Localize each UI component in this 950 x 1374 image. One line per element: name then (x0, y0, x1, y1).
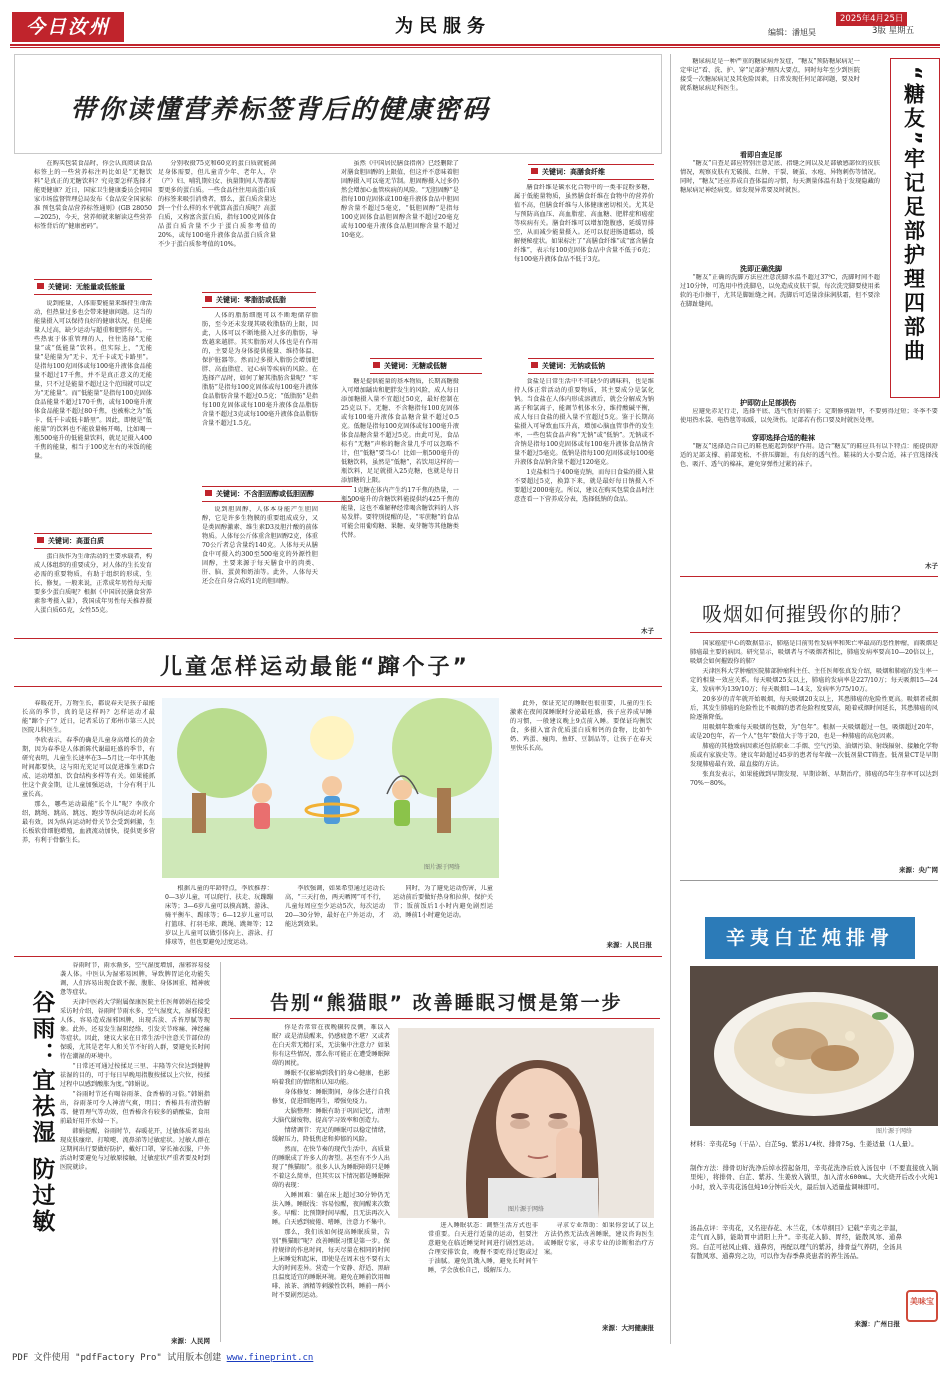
article1-intro-text: 在购买包装食品时，你会认真阅读食品标签上的一些营养标注吗比如是“无糖饮料”是真正的无糖饮料？究竟要怎样选择才能更健康？近日，国家卫生健康委员会同国家市场监督管理总局发布《食品安全国家标准 预包装食品营养标签通则》(GB 28050—2025)，今天，营养师就来解读这些营养标签背后的“健康密码”。 (34, 160, 152, 230)
recipe-stamp: 美味宝 (906, 1290, 938, 1322)
article5-p2: “糖友”自查足部应特别注意足底、指缝之间以及足部敏感部位的皮肤情况，观察皮肤有无破损、红肿、干裂、硬茧、水疱、异物刺伤等情况。同时，“糖友”还应养成自查体温的习惯，每天测量体温有助于发现隐藏的糖尿病足神经病变。如发现异常要及时就医。 (680, 160, 880, 194)
article1-sugar-text (341, 378, 459, 640)
kids-illustration-svg (162, 698, 499, 878)
article3-p1: 你是否常常在夜晚辗转反侧，难以入眠？或是清晨醒来，仍感疲惫不堪？又或者在白天常无精打采，无法集中注意力？如果你有这些情况，那么你可能正在遭受睡眠障碍的困扰。 (272, 1024, 390, 1067)
article1-p6: 虽然《中国居民膳食指南》已经删除了对膳食胆固醇的上限值，但这并不意味着胆固醇摄入可以毫无节制。胆固醇摄入过多仍然会增加心血管疾病的风险。“无胆固醇”是指每100克固体或100毫升液体食品中胆固醇含量不超过5毫克，“低胆固醇”是指每100克固体食品胆固醇含量不超过20毫克或每100毫升液体食品胆固醇含量不超过10毫克。 (341, 160, 459, 239)
article3-col2 (428, 1222, 538, 1334)
column-divider-2 (670, 54, 671, 1344)
article1-col2-top (158, 160, 276, 286)
article1-subhead-energy: 关键词：无能量或低能量 (34, 279, 152, 295)
article1-title: 带你读懂营养标签背后的健康密码 (70, 95, 491, 125)
article2-col4 (510, 700, 652, 940)
article2-col1 (22, 700, 155, 950)
article3-p3: 身体修复：睡眠期间，身体会进行自我修复，促进细胞再生，增强免疫力。 (272, 1088, 390, 1105)
article4-p2: 天津中医药大学附属保康医院主任医师韩娟在接受采访时介绍，谷雨时节雨水多，空气湿度大，湿邪侵犯人体，容易造成湿邪困脾，出现舌淡、舌苔厚腻等现象。此外，还易发生湿阻经络、引发关节疼痛、神经痛等症状。因此，建议大家在日常生活中注意关节部位的保暖，尤其是老年人和关节不好的人群，要避免长时间待在潮湿的环境中。 (60, 998, 210, 1060)
article2-col3b (393, 885, 493, 955)
issue-date: 2025年4月25日 (836, 12, 907, 26)
article6-source: 来源：央广网 (899, 866, 938, 874)
article2-p7: 此外，保证充足的睡眠也很重要，儿童的生长激素在夜间深睡眠时分泌最旺盛，孩子应养成早睡的习惯，一般建议晚上9点前入睡。要保证均衡饮食，多摄入富含优质蛋白质和钙的食物，比如牛奶、鸡蛋、瘦肉、鱼虾、豆制品等，让孩子在春天里快乐长高。 (510, 700, 652, 752)
article1-subhead-sugar: 关键词：无糖或低糖 (370, 358, 482, 374)
recipe-photo-caption: 图片源于网络 (876, 1128, 913, 1135)
article5-wash-text (680, 274, 880, 386)
article6-bottom-rule (680, 880, 938, 881)
article5-protect-text (680, 408, 938, 432)
article5-p3: “糖友”正确的洗脚方法应注意洗脚水温不超过37℃，洗脚时间不超过10分钟，可选用中性洗脚皂，以免造成皮肤干裂，每次洗完脚要使用柔软的毛巾擦干，尤其是脚趾缝之间。洗脚后可适量涂抹润肤霜，但不要涂在脚趾缝间。 (680, 274, 880, 308)
article2-p4: 根据儿童的年龄特点，李欣推荐：0—3岁儿童，可以爬行、扶走、玩蹦蹦床等；3—6岁儿童可以摸高跳、游泳、骑平衡车、踢球等；6—12岁儿童可以打篮球、打羽毛球、跳绳、跳舞等；12岁以上儿童可以做引体向上、游泳、打排球等，但也要避免过度运动。 (165, 885, 273, 946)
article1-cholesterol-text (202, 506, 318, 640)
kids-exercise-illustration (162, 698, 499, 878)
article1-bottom-rule (14, 638, 662, 639)
article1-intro (34, 160, 152, 258)
article5-intro (680, 58, 860, 148)
article4-p5: 韩娟提醒，谷雨时节，春暖花开，过敏体质者易出现皮肤瘙痒、打喷嚏、流鼻涕等过敏症状。过敏人群在这期间出行要做好防护，戴好口罩，穿长袖衣服，户外活动时要避免与过敏原接触，过敏症状严重者要及时到医院就诊。 (60, 1127, 210, 1171)
article1-fat-text (202, 312, 318, 484)
section-title: 为民服务 (395, 16, 491, 37)
sleep-photo-svg (398, 1028, 654, 1218)
article5-bottom-rule (680, 576, 938, 577)
article1-p8: 1克糖在体内产生约17千焦的热量，一瓶500毫升的含糖饮料能提供约425千焦的能量，这也不难解释经常喝含糖饮料的人容易发胖。要特别提醒的是，“零蔗糖”的食品可能会用葡萄糖、果糖、麦芽糖等其他糖类代替。 (341, 486, 459, 539)
article2-p6: 同时，为了避免运动伤害，儿童运动前后要做好热身和拉伸，保护关节；饭前饭后1小时内避免剧烈运动，睡前1小时避免运动。 (393, 885, 493, 919)
column-divider-1 (220, 962, 221, 1342)
article6-p2: 天津医科大学肿瘤医院肺部肿瘤科主任、主任医师张真发介绍，吸烟和肺癌的发生率一定的相量一效应关系。每天吸烟25支以上，肺癌的发病率是227/10万；每天吸烟15—24支，发病率为139/10万；每天吸烟1—14支，发病率为75/10万。 (690, 667, 938, 693)
page-number: 3版 星期五 (872, 26, 915, 36)
article6-text (690, 640, 938, 864)
article1-p1: 说到能量，人体需要能量来维持生命活动，但热量过多也会带来健康问题。这当的能量摄入可以保持良好的健康状况，但是能量人过高，缺少运动与超重和肥胖有关。一些热衷于体重管理的人，往往选择“无能量”或“低能量”饮料。但实际上，“无能量”是能量为“无卡、无千卡或无卡路里”。是指每100克固体或每100毫升液体食品能量不超过17千焦，并不是真正意义的无能量，只不过是能量不超过这个范围就可以定为“无能量”。而“低能量”是指每100克固体食品能量不超过170千焦，或每100毫升液体食品能量不超过80千焦，也被称之为“低卡、低千卡或低卡路里”。因此，即便是“低能量”的饮料也不能放量畅开喝，比如喝一瓶500毫升的低能量饮料，就足足摄入400千焦的能量，相当于100克左右的米饭的能量。 (34, 300, 152, 460)
newspaper-logo: 今日汝州 (12, 12, 124, 42)
article3-p6: 然而，在快节奏的现代生活中，高质量的睡眠成了许多人的奢望。甚至有不少人出现了“熊猫眼”。很多人认为睡眠障碍只是睡不着这么简单，但其实以下情况都是睡眠障碍的表现： (272, 1145, 390, 1189)
recipe-effect (690, 1224, 902, 1316)
footer-text: PDF 文件使用 "pdfFactory Pro" 试用版本创建 (12, 1353, 227, 1363)
article6-title-rule (690, 632, 938, 633)
article1-col3-top (341, 160, 459, 360)
recipe-ingredients-text: 材料：辛夷花5g（干品）、白芷5g、紫苏1/4枚、排骨75g、生姜适量（1人量）。 (690, 1140, 918, 1148)
article6-p4: 用吸烟年数乘每天吸烟的包数，为“包年”。根据一天吸烟超过一包，吸烟超过20年，或是20包年，若一个人“包年”数值大于等于20，也是一种肺癌的高危因素。 (690, 723, 938, 740)
article5-subhead-wear: 穿即选择合适的鞋袜 (752, 434, 815, 442)
article3-p9: 进入睡眠状态：调整生活方式也非常重要。白天进行适量的运动，但要注意避免在临近睡觉时间进行剧烈运动。合理安排饮食，晚餐不要吃得过饱或过于油腻。避免饥饿入睡，避免长时间午睡，学会放松自己，缓解压力。 (428, 1222, 538, 1274)
article1-energy-text (34, 300, 152, 528)
article1-p5: 说到胆固醇，人体本身能产生胆固醇，它是许多生物膜的重要组成成分，又是类固醇激素、维生素D3及胆汁酸的前体物质。人体每公斤体重含胆固醇2克，体重70公斤者总含量约140克。人体每天从膳食中可摄入约300至500毫克的外源性胆固醇，主要来源于每天膳食中的肉类、肝、脑、蛋黄和奶油等。此外，人体每天还会在自身合成约1克的胆固醇。 (202, 506, 318, 585)
article2-title: 儿童怎样运动最能“蹿个子” (160, 655, 470, 680)
article2-p1: 春暖花开，万物生长，都说春天是孩子最能长高的季节，真的是这样吗？怎样运动才最能“蹿个子”？近日，记者采访了郑州市第三人民医院儿科医生。 (22, 700, 155, 734)
kids-illustration-caption: 图片源于网络 (424, 864, 461, 871)
article2-col3 (285, 885, 385, 955)
article3-p7: 入睡困难：躺在床上超过30分钟仍无法入睡。睡眠浅：容易惊醒，夜间醒来次数多。早醒：比预期时间早醒，且无法再次入睡。白天感到疲倦、嗜睡，注意力不集中。 (272, 1191, 390, 1226)
article1-p7: 糖是提供能量的基本物质，长期高糖摄入可增加龋齿和肥胖发生的风险，成人每日添加糖摄入量不宜超过50克，最好控制在25克以下。无糖、不含糖指每100克固体或每100毫升液体食品糖含量不超过0.5克。低糖是指每100克固体或每100毫升液体食品糖含量不超过5克。由此可见，食品标有“无糖”声称的糖含量几乎可以忽略不计，但“低糖”要当心！比如一瓶500毫升的低糖饮料，虽然是“低糖”，若饮用这样的一瓶饮料，足足就摄入25克糖，也就是每日添加糖的上限。 (341, 378, 459, 484)
article6-p3: 20多岁的青年就开始吸烟，每天吸烟20支以上，其患肺癌的危险性更高。吸烟者戒烟后，其发生肺癌的危险性比不吸烟的患者危险程度要高，随着戒烟时间延长，其患肺癌的风险逐渐降低。 (690, 695, 938, 721)
article2-p3: 那么，哪些运动最能“长个儿”呢？李欣介绍，跳绳、跳高、跳远、跑步等纵向运动对长高最有效，因为纵向运动时骨关节会受到刺激，生长板软骨细胞增殖，血液流动加快，提供更多营养，有利于骨骼生长。 (22, 800, 155, 844)
article6-p5: 肺癌的其他致病因素还包括职业二手烟、空气污染、油烟污染、射线辐射、接触化学物质或有家族史等。建议年龄超过45岁的患者每年做一次低剂量CT筛查。低剂量CT是早期发现肺癌最有效、最直接的方法。 (690, 742, 938, 768)
pdf-footer (12, 1352, 313, 1365)
article4-source: 来源：人民网 (171, 1337, 210, 1345)
article4-p3: “日常还可通过按揉足三里、丰隆等穴位达到健脾祛湿的目的，可于每日早晚用指腹按揉以上穴位，按揉过程中以感到酸胀为度。”韩娟说。 (60, 1062, 210, 1088)
article5-subhead-protect: 护即防止足部损伤 (740, 399, 796, 407)
article2-col2 (165, 885, 273, 955)
editor-credit: 编辑：潘旭昊 (768, 28, 816, 37)
article1-p3: 分别收摄75克和60克的蛋白质就能满足身体需要，但儿童青少年、老年人、孕（产）妇、哺乳期妇女、执量期间人等都需要更多的蛋白质。一些食品往往用高蛋白质的标签来吸引消费者，那么，蛋白质含量达到一个什么样的水平就算高蛋白质呢？高蛋白质，又称富含蛋白质，指每100克固体食品蛋白质含量不少于蛋白质参考值的20%，或每100毫升液体食品蛋白质含量不少于蛋白质参考值的10%。 (158, 160, 276, 248)
article1-sodium-text (514, 378, 654, 626)
article3-title-rule (230, 1018, 660, 1019)
article5-p5: “糖友”选择适合自己的鞋也能起到保护作用。适合“糖友”的鞋应具有以下特点：能提供舒适的足部支撑、前部宽松、不挤压脚趾，有良好的透气性。鞋袜的大小要合适，袜子宜选择浅色、吸汗、透气的棉袜，避免穿弹性过紧的袜子。 (680, 443, 938, 468)
article6-p6: 张真发表示，如果能做到早期发现、早期诊断、早期治疗，肺癌的5年生存率可以达到70%～80%。 (690, 770, 938, 787)
article1-fiber-text (514, 184, 654, 354)
article1-p9: 膳食纤维是碳水化合物中的一类非淀粉多糖，属于低能量物质，虽然膳食纤维在食物中的营养价值不高，但膳食纤维与人体健康密切相关。尤其是与预防高血压、高血脂症、高血糖、肥胖症和癌症等疾病有关。膳食纤维可以增加饱腹感，延缓胃排空，从而减少能量摄入。还可以促进肠道蠕动，缓解便秘症状。如果标注了“高膳食纤维”或“富含膳食纤维”，表示每100克固体食品中含量不低于6克；每100毫升液体食品不低于3克。 (514, 184, 654, 263)
article3-p4: 大脑整理：睡眠有助于巩固记忆，清理大脑代谢废物，提高学习效率和创造力。 (272, 1107, 390, 1124)
article4-p1: 谷雨时节，雨水渐多，空气湿度增加，湿邪容易侵袭人体。中医认为湿邪易困脾，导致脾胃运化功能失调，人们容易出现食欲不振、腹胀、身体困重、精神疲惫等症状。 (60, 962, 210, 996)
article1-source: 木子 (641, 627, 654, 635)
article1-subhead-cholesterol: 关键词：不含胆固醇或低胆固醇 (202, 486, 352, 502)
article1-p11: 1克盐相当于400毫克钠，而每日食盐的摄入量不要超过5克，换算下来，就是最好每日钠摄入不要超过2000毫克。所以，建议在购买包装食品时注意查看一下营养成分表，选择低钠的食品。 (514, 468, 654, 503)
recipe-effect-text: 汤品点评：辛夷花，又名迎春花、木兰花，《本草纲目》记载“辛夷之辛温，走气而入肺，能助胃中清阳上升”。辛夷花入肺、胃经，能散风寒、通鼻窍。白芷可祛风止痛、通鼻窍，再配以理气的紫苏，排骨益气养阴，全汤具有散风寒、通鼻窍之功，可以作为春季鼻炎患者的养生汤品。 (690, 1224, 902, 1260)
article1-p10: 食盐是日常生活中不可缺少的调味料，也是维持人体正常活动的重要物质，其主要成分是氯化钠。当食盐在人体内形成溶液后，就会分解成为钠离子和氯离子，能调节机体水分，维持酸碱平衡，成人每日食盐的摄入量不宜超过5克。鉴于长期高盐摄入可导致血压升高，增加心脑血管事件的发生率，一些包装食品声称“无钠”或“低钠”。无钠或不含钠是指每100克固体或每100毫升液体食品钠含量不超过5毫克。低钠是指每100克固体或每100毫升液体食品钠含量不超过120毫克。 (514, 378, 654, 466)
article3-p8: 那么，我们该如何提高睡眠质量，告别“熊猫眼”呢？改善睡眠习惯是第一步。保持规律的作息时间，每天尽量在相同的时间上床睡觉和起床，即使是在周末也不要有太大的时间差异。营造一个安静、舒适、黑暗且温度适宜的睡眠环境。避免在睡前饮用咖啡、浓茶、酒精等刺激性饮料，睡前一两小时不要剧烈运动。 (272, 1228, 390, 1299)
article7-title: 辛夷白芷炖排骨 (705, 917, 915, 959)
article5-check-text (680, 160, 880, 260)
article5-wear-text (680, 443, 938, 533)
article7-source: 来源：广州日报 (854, 1320, 900, 1328)
article3-title: 告别“熊猫眼” 改善睡眠习惯是第一步 (270, 992, 623, 1014)
article2-p5: 李欣强调，如果希望通过运动长高，“三天打鱼，两天晒网”可不行，儿童每周应至少运动5次，每次运动20—30分钟，最好在户外运动，才能达到效果。 (285, 885, 385, 928)
article1-subhead-sodium: 关键词：无钠或低钠 (528, 358, 654, 374)
article5-p1: 糖尿病足是一种严重的糖尿病并发症，“糖友”预防糖尿病足一定牢记“看、洗、护、穿”足部护理四大要点，同时每年至少到医院接受一次糖尿病足及其危险因素，日常发现任何足部问题，要及时就系糖尿病足科医生。 (680, 58, 860, 92)
recipe-photo (690, 966, 938, 1126)
article2-source: 来源：人民日报 (606, 941, 652, 949)
article2-bottom-rule (14, 956, 662, 957)
article3-p5: 情绪调节：充足的睡眠可以稳定情绪，缓解压力，降低焦虑和抑郁的风险。 (272, 1126, 390, 1143)
article5-title: “糖友”牢记足部护理四部曲 (901, 66, 926, 364)
footer-link[interactable]: www.fineprint.cn (226, 1353, 314, 1363)
article1-protein-text (34, 553, 152, 639)
article2-title-rule (14, 686, 662, 687)
article3-col3 (544, 1222, 654, 1322)
article3-source: 来源：大河健康报 (602, 1324, 654, 1332)
article5-p4: 应避免赤足行走，选择平底、透气性好的鞋子；定期修剪趾甲，不要剪得过短；冬季不要使用热水袋、电热毯等取暖，以免烫伤。足部若有伤口要及时就医处理。 (680, 408, 938, 424)
article3-col1 (272, 1024, 390, 1329)
article3-p2: 睡眠不仅影响到我们的身心健康，也影响着我们的情绪和认知功能。 (272, 1069, 390, 1086)
article1-subhead-protein: 关键词：高蛋白质 (34, 533, 152, 549)
article5-subhead-wash: 洗即正确洗脚 (740, 265, 782, 273)
article1-subhead-fiber: 关键词：高膳食纤维 (528, 164, 654, 180)
recipe-photo-svg (690, 966, 938, 1126)
article4-title: 谷雨：宜祛湿 防过敏 (28, 990, 55, 1236)
recipe-method (690, 1164, 938, 1222)
header-rule (10, 44, 940, 46)
article2-p2: 李欣表示，春季的确是儿童身高增长的黄金期，因为春季是人体新陈代谢最旺盛的季节，有研究表明，儿童生长速率在3—5月比一年中其他时间都要快，这与阳光充足可以促进维生素D合成、运动增加、饮食结构多样等有关。如果能抓住这个黄金期，让儿童加强运动，十分有利于儿童长高。 (22, 736, 155, 798)
article4-text (60, 962, 210, 1337)
article1-p2: 蛋白质作为生命活动的主要承载者，构成人体组织的重要成分，对人体的生长发育必需的重要物质，有助于组织的形成、生长、修复。一般来说，正常成年男性每天需要多少蛋白质呢？根据《中国居民膳食营养素参考摄入量》，我国成年男性每天推荐摄入蛋白质65克，女性55克。 (34, 553, 152, 614)
header-rule-thin (10, 47, 940, 48)
article4-p4: “谷雨时节还有喝谷雨茶、食香椿的习俗。”韩娟指出，谷雨茶可令人神清气爽，明目；香椿具有清热解毒、健胃理气等功效，但香椿含有较多的硝酸盐，食用前最好用开水焯一下。 (60, 1090, 210, 1125)
article5-source: 木子 (925, 562, 938, 570)
article6-p1: 国家癌症中心的数据显示，肺癌是目前男性发病率和死亡率最高的恶性肿瘤，而吸烟是肺癌最主要的病因。研究显示，吸烟者与不吸烟者相比，肺癌发病率要高10—20倍以上，吸烟会如何摧毁你的肺？ (690, 640, 938, 665)
article1-p4: 人体的脂肪细胞可以不断地储存脂肪，至今还未发现其吸收脂肪的上限，因此，人体可以不断地摄入过多的脂肪，导致越来越胖。其实脂肪对人体也是有作用的，主要是为身体提供能量、维持体温、保护脏器等。然而过多摄入脂肪会增加肥胖、高血脂症、冠心病等疾病的风险。在选择产品时，如何了解其脂肪含量呢？“零脂肪”是指每100克固体或每100毫升液体食品脂肪含量不超过0.5克；“低脂肪”是指每100克固体或每100毫升液体食品脂肪含量不超过3克或每100毫升液体食品脂肪含量不超过1.5克。 (202, 312, 318, 427)
recipe-method-text: 制作方法：排骨切好洗净后焯水捞起备用，辛夷花洗净后放入汤包中（不要直接放入锅里炖），将排骨、白芷、紫苏、生姜放入锅里，加入清水600mL。大火烧开后改小火炖1小时，放入辛夷花汤包炖10分钟后关火，最后加入适量盐调味即可。 (690, 1164, 938, 1191)
article5-subhead-check: 看即自查足部 (740, 151, 782, 159)
recipe-ingredients (690, 1140, 938, 1162)
article3-p10: 寻求专业帮助：如果你尝试了以上方法仍然无法改善睡眠，建议咨询医生或睡眠专家，寻求专业的诊断和治疗方案。 (544, 1222, 654, 1256)
sleep-photo (398, 1028, 654, 1218)
article6-title: 吸烟如何摧毁你的肺？ (702, 602, 912, 626)
sleep-photo-caption: 图片源于网络 (508, 1206, 545, 1213)
article1-subhead-fat: 关键词：零脂肪或低脂 (202, 292, 316, 308)
